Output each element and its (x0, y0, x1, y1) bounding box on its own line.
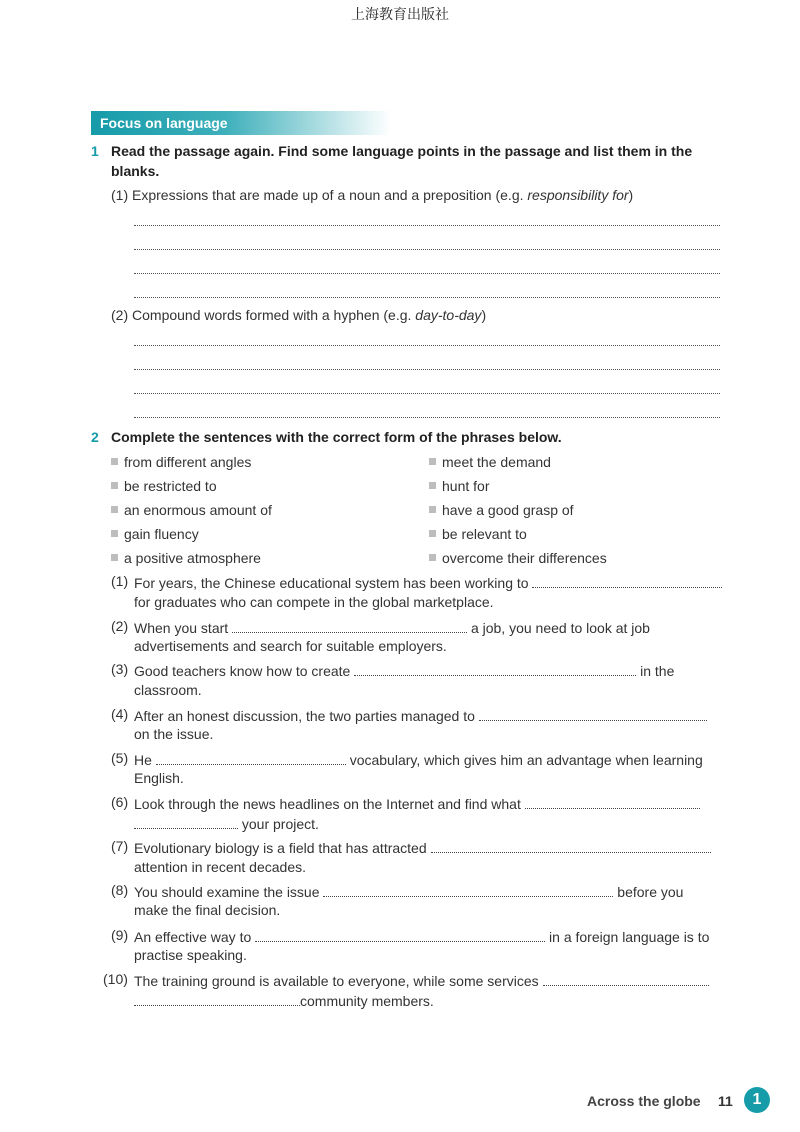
item-number: (8) (111, 882, 129, 898)
answer-line[interactable] (134, 273, 720, 274)
phrase-item: hunt for (429, 478, 489, 494)
answer-line[interactable] (134, 417, 720, 418)
bullet-square-icon (111, 458, 118, 465)
phrase-item: have a good grasp of (429, 502, 574, 518)
question-2-number: 2 (91, 429, 99, 445)
q1-sub-2-close: ) (481, 307, 487, 323)
phrase-item: meet the demand (429, 454, 551, 470)
bullet-square-icon (111, 482, 118, 489)
item-9-line-b: practise speaking. (134, 947, 247, 963)
phrase-item: overcome their differences (429, 550, 607, 566)
bullet-square-icon (429, 458, 436, 465)
question-1-line-1: Read the passage again. Find some language points in the passage and list them in the (111, 143, 693, 159)
answer-blank[interactable] (134, 991, 300, 1006)
item-number: (1) (111, 573, 129, 589)
q1-sub-1 (111, 185, 633, 205)
item-10-line-b: community members. (134, 991, 434, 1009)
item-2-line-a: When you start a job, you need to look at job (134, 620, 650, 636)
unit-title: Across the globe (587, 1093, 701, 1109)
item-1-line-a: For years, the Chinese educational system has been working to (134, 573, 722, 591)
item-7-line-a: Evolutionary biology is a field that has attracted (134, 838, 711, 856)
item-4-line-a: After an honest discussion, the two parties managed to (134, 706, 707, 724)
q1-sub-1-example: responsibility for (527, 187, 629, 203)
answer-blank[interactable] (532, 573, 722, 588)
answer-blank[interactable] (525, 794, 700, 809)
item-number: (2) (111, 618, 129, 634)
bullet-square-icon (429, 530, 436, 537)
section-banner (91, 111, 391, 135)
phrase-item: a positive atmosphere (111, 550, 261, 566)
phrase-item: be restricted to (111, 478, 217, 494)
unit-badge: 1 (744, 1087, 770, 1113)
answer-blank[interactable] (479, 706, 707, 721)
item-1-line-b: for graduates who can compete in the global marketplace. (134, 594, 494, 610)
answer-line[interactable] (134, 297, 720, 298)
bullet-square-icon (111, 530, 118, 537)
item-8-line-a: You should examine the issue before you (134, 884, 684, 900)
item-7-line-b: attention in recent decades. (134, 859, 307, 875)
answer-line[interactable] (134, 225, 720, 226)
question-2-text: Complete the sentences with the correct form of the phrases below. (111, 429, 562, 445)
item-number: (5) (111, 750, 129, 766)
item-number: (9) (111, 927, 129, 943)
item-4-line-b: on the issue. (134, 726, 214, 742)
page-number: 11 (718, 1093, 733, 1109)
item-8-line-b: make the final decision. (134, 902, 281, 918)
item-number: (7) (111, 838, 129, 854)
bullet-square-icon (111, 506, 118, 513)
item-number: (3) (111, 661, 129, 677)
phrase-item: be relevant to (429, 526, 527, 542)
publisher-header: 上海教育出版社 (351, 7, 449, 23)
item-5-line-b: English. (134, 770, 184, 786)
answer-blank[interactable] (156, 750, 346, 765)
bullet-square-icon (429, 554, 436, 561)
item-3-line-b: classroom. (134, 682, 202, 698)
item-6-line-a: Look through the news headlines on the Internet and find what (134, 794, 700, 812)
answer-blank[interactable] (323, 882, 613, 897)
q1-sub-1-label: (1) (111, 187, 129, 203)
question-1-text (111, 141, 692, 181)
answer-blank[interactable] (232, 618, 467, 633)
section-title: Focus on language (100, 115, 228, 131)
item-9-line-a: An effective way to in a foreign language is to (134, 929, 710, 945)
q1-sub-2-text: Compound words formed with a hyphen (e.g. (132, 307, 412, 323)
answer-blank[interactable] (543, 971, 709, 986)
phrase-item: an enormous amount of (111, 502, 272, 518)
question-1-number: 1 (91, 143, 99, 159)
phrase-item: from different angles (111, 454, 251, 470)
answer-blank[interactable] (134, 814, 238, 829)
phrase-item: gain fluency (111, 526, 199, 542)
item-number: (10) (103, 971, 128, 987)
q1-sub-2-example: day-to-day (415, 307, 482, 323)
bullet-square-icon (111, 554, 118, 561)
bullet-square-icon (429, 482, 436, 489)
q1-sub-2-label: (2) (111, 307, 129, 323)
item-2-line-b: advertisements and search for suitable employers. (134, 638, 447, 654)
item-number: (6) (111, 794, 129, 810)
item-6-line-b: your project. (134, 814, 319, 832)
answer-line[interactable] (134, 345, 720, 346)
answer-blank[interactable] (255, 927, 545, 942)
item-number: (4) (111, 706, 129, 722)
item-5-line-a: He vocabulary, which gives him an advantage when learning (134, 752, 703, 768)
item-10-line-a: The training ground is available to everyone, while some services (134, 971, 709, 989)
answer-line[interactable] (134, 249, 720, 250)
answer-blank[interactable] (431, 838, 711, 853)
answer-line[interactable] (134, 369, 720, 370)
item-3-line-a: Good teachers know how to create in the (134, 663, 675, 679)
bullet-square-icon (429, 506, 436, 513)
question-1-line-2: blanks. (111, 163, 160, 179)
q1-sub-1-text: Expressions that are made up of a noun and a preposition (e.g. (132, 187, 524, 203)
q1-sub-1-close: ) (628, 187, 634, 203)
answer-line[interactable] (134, 393, 720, 394)
q1-sub-2 (111, 305, 486, 325)
answer-blank[interactable] (354, 661, 636, 676)
